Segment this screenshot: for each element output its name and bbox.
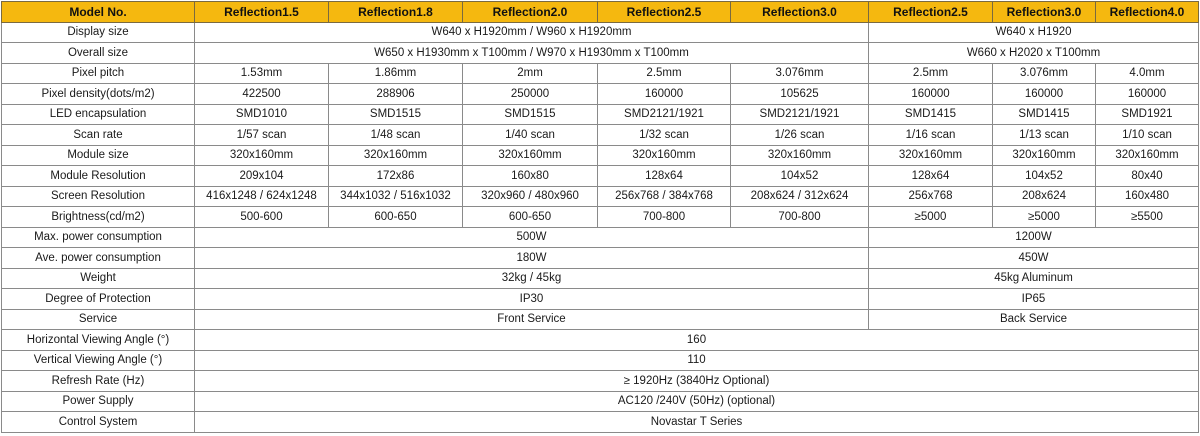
table-row (2, 268, 1199, 289)
spec-value: 250000 (463, 84, 598, 105)
spec-value: 344x1032 / 516x1032 (329, 186, 463, 207)
table-row (2, 227, 1199, 248)
table-row (2, 207, 1199, 228)
spec-value: 180W (195, 248, 869, 269)
spec-value: 160000 (1096, 84, 1199, 105)
table-row (2, 22, 1199, 43)
spec-value: W640 x H1920 (869, 22, 1199, 43)
spec-value: IP30 (195, 289, 869, 310)
spec-value: 1/16 scan (869, 125, 993, 146)
table-row (2, 186, 1199, 207)
spec-value: 4.0mm (1096, 63, 1199, 84)
spec-value: 208x624 (993, 186, 1096, 207)
row-label: Module Resolution (2, 166, 195, 187)
spec-value: 320x160mm (993, 145, 1096, 166)
spec-value: 450W (869, 248, 1199, 269)
spec-value: 160x80 (463, 166, 598, 187)
table-row (2, 371, 1199, 392)
spec-value: 600-650 (463, 207, 598, 228)
spec-value: 320x160mm (731, 145, 869, 166)
spec-value: 208x624 / 312x624 (731, 186, 869, 207)
spec-value: 2mm (463, 63, 598, 84)
spec-value: 416x1248 / 624x1248 (195, 186, 329, 207)
spec-value: 422500 (195, 84, 329, 105)
spec-value: 209x104 (195, 166, 329, 187)
header-model: Reflection1.8 (329, 2, 463, 23)
spec-value: 320x160mm (869, 145, 993, 166)
spec-value: Back Service (869, 309, 1199, 330)
header-model: Reflection1.5 (195, 2, 329, 23)
spec-value: SMD1010 (195, 104, 329, 125)
spec-value: 600-650 (329, 207, 463, 228)
spec-value: W660 x H2020 x T100mm (869, 43, 1199, 64)
header-model: Reflection3.0 (993, 2, 1096, 23)
spec-value: W640 x H1920mm / W960 x H1920mm (195, 22, 869, 43)
spec-value: 256x768 / 384x768 (598, 186, 731, 207)
spec-value: 500W (195, 227, 869, 248)
spec-value: 45kg Aluminum (869, 268, 1199, 289)
spec-value: 1/10 scan (1096, 125, 1199, 146)
spec-value: ≥5000 (993, 207, 1096, 228)
row-label: Max. power consumption (2, 227, 195, 248)
spec-value: 1.86mm (329, 63, 463, 84)
spec-value: 320x160mm (195, 145, 329, 166)
table-row (2, 166, 1199, 187)
spec-value: 160x480 (1096, 186, 1199, 207)
row-label: Vertical Viewing Angle (°) (2, 350, 195, 371)
header-model-no: Model No. (2, 2, 195, 23)
spec-value: 1.53mm (195, 63, 329, 84)
table-row (2, 84, 1199, 105)
table-row (2, 125, 1199, 146)
spec-value: 2.5mm (598, 63, 731, 84)
row-label: Ave. power consumption (2, 248, 195, 269)
spec-value: 1/32 scan (598, 125, 731, 146)
spec-body (2, 22, 1199, 432)
table-row (2, 104, 1199, 125)
spec-value: Front Service (195, 309, 869, 330)
row-label: Pixel pitch (2, 63, 195, 84)
spec-value: IP65 (869, 289, 1199, 310)
row-label: Brightness(cd/m2) (2, 207, 195, 228)
row-label: Weight (2, 268, 195, 289)
spec-value: 256x768 (869, 186, 993, 207)
spec-value: 1/57 scan (195, 125, 329, 146)
spec-value: Novastar T Series (195, 412, 1199, 433)
spec-value: 160000 (993, 84, 1096, 105)
spec-value: ≥5500 (1096, 207, 1199, 228)
row-label: Control System (2, 412, 195, 433)
row-label: LED encapsulation (2, 104, 195, 125)
spec-value: 110 (195, 350, 1199, 371)
spec-value: 80x40 (1096, 166, 1199, 187)
spec-value: AC120 /240V (50Hz) (optional) (195, 391, 1199, 412)
spec-value: SMD1415 (993, 104, 1096, 125)
spec-value: 1/40 scan (463, 125, 598, 146)
spec-value: 288906 (329, 84, 463, 105)
row-label: Scan rate (2, 125, 195, 146)
spec-value: 105625 (731, 84, 869, 105)
row-label: Display size (2, 22, 195, 43)
spec-value: 104x52 (731, 166, 869, 187)
spec-value: SMD2121/1921 (598, 104, 731, 125)
row-label: Refresh Rate (Hz) (2, 371, 195, 392)
row-label: Service (2, 309, 195, 330)
header-model: Reflection2.5 (869, 2, 993, 23)
spec-value: 500-600 (195, 207, 329, 228)
row-label: Module size (2, 145, 195, 166)
spec-value: 320x160mm (329, 145, 463, 166)
table-row (2, 248, 1199, 269)
table-row (2, 63, 1199, 84)
spec-value: 172x86 (329, 166, 463, 187)
spec-value: 160000 (869, 84, 993, 105)
spec-value: SMD1921 (1096, 104, 1199, 125)
spec-value: 2.5mm (869, 63, 993, 84)
spec-value: SMD1515 (329, 104, 463, 125)
spec-value: 320x960 / 480x960 (463, 186, 598, 207)
spec-value: 104x52 (993, 166, 1096, 187)
header-model: Reflection2.0 (463, 2, 598, 23)
header-model: Reflection2.5 (598, 2, 731, 23)
spec-table (1, 1, 1199, 433)
spec-value: SMD1515 (463, 104, 598, 125)
table-row (2, 391, 1199, 412)
row-label: Screen Resolution (2, 186, 195, 207)
spec-value: 320x160mm (598, 145, 731, 166)
spec-value: 3.076mm (993, 63, 1096, 84)
row-label: Degree of Protection (2, 289, 195, 310)
spec-value: 160000 (598, 84, 731, 105)
header-model: Reflection4.0 (1096, 2, 1199, 23)
spec-value: 320x160mm (463, 145, 598, 166)
spec-value: 1/48 scan (329, 125, 463, 146)
spec-value: SMD1415 (869, 104, 993, 125)
row-label: Horizontal Viewing Angle (°) (2, 330, 195, 351)
spec-value: SMD2121/1921 (731, 104, 869, 125)
table-row (2, 412, 1199, 433)
row-label: Power Supply (2, 391, 195, 412)
spec-value: 32kg / 45kg (195, 268, 869, 289)
spec-value: ≥ 1920Hz (3840Hz Optional) (195, 371, 1199, 392)
table-row (2, 289, 1199, 310)
spec-value: 128x64 (598, 166, 731, 187)
spec-value: ≥5000 (869, 207, 993, 228)
table-row (2, 330, 1199, 351)
spec-value: 1200W (869, 227, 1199, 248)
spec-value: 160 (195, 330, 1199, 351)
table-row (2, 145, 1199, 166)
header-model: Reflection3.0 (731, 2, 869, 23)
spec-value: 700-800 (598, 207, 731, 228)
spec-value: 1/13 scan (993, 125, 1096, 146)
row-label: Pixel density(dots/m2) (2, 84, 195, 105)
row-label: Overall size (2, 43, 195, 64)
spec-value: 3.076mm (731, 63, 869, 84)
header-row (2, 2, 1199, 23)
spec-value: 128x64 (869, 166, 993, 187)
spec-value: 1/26 scan (731, 125, 869, 146)
spec-value: 700-800 (731, 207, 869, 228)
table-row (2, 309, 1199, 330)
table-row (2, 350, 1199, 371)
table-row (2, 43, 1199, 64)
spec-value: W650 x H1930mm x T100mm / W970 x H1930mm x T100mm (195, 43, 869, 64)
spec-value: 320x160mm (1096, 145, 1199, 166)
